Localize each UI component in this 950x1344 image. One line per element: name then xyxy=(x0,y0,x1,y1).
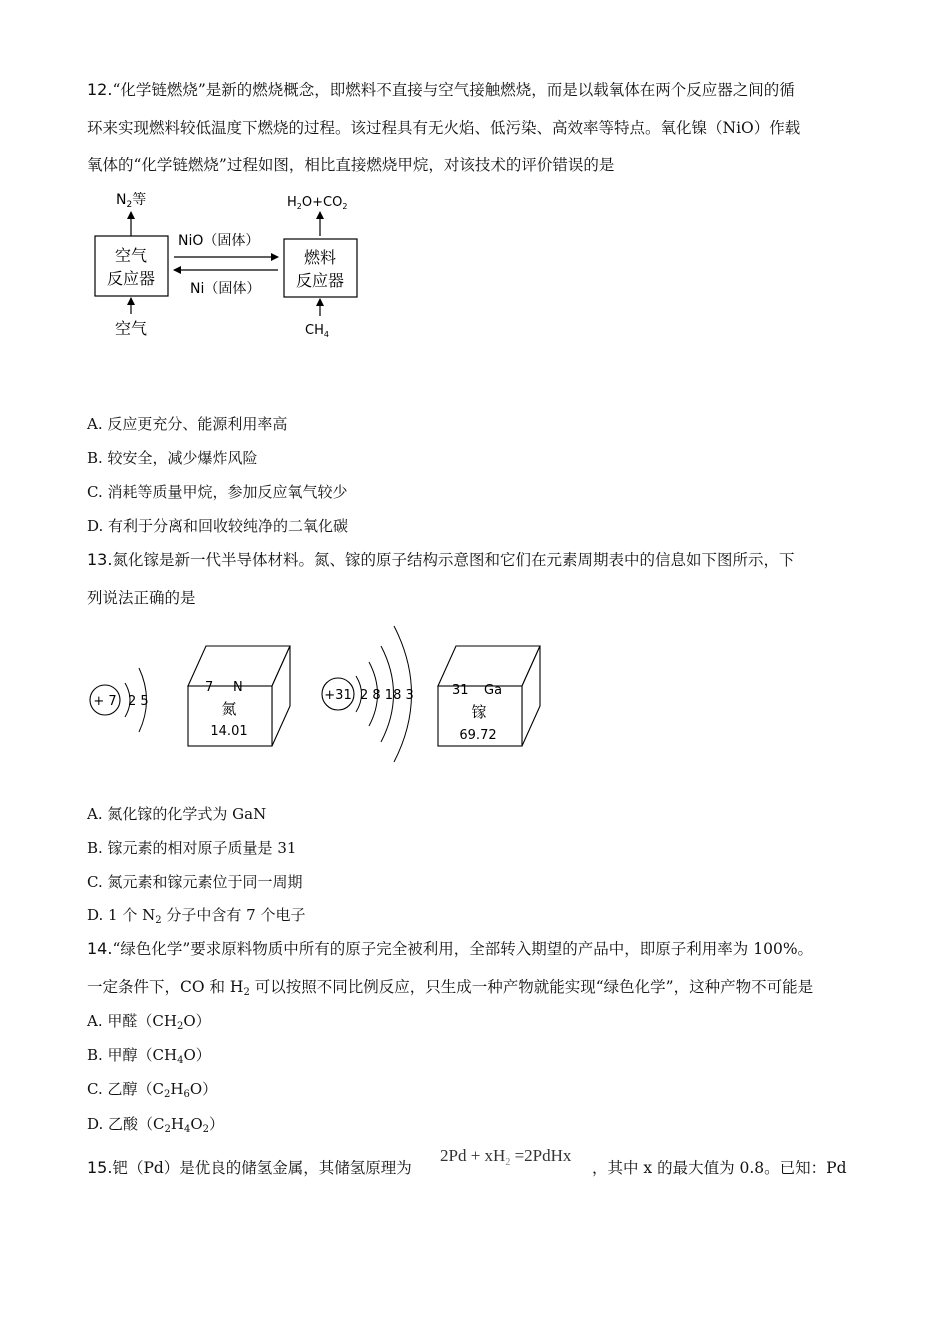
q14-number: 14. xyxy=(87,939,113,958)
gallium-element-cell xyxy=(438,646,540,746)
nitrogen-element-cell xyxy=(188,646,290,746)
q14-line-1: 14.“绿色化学”要求原料物质中所有的原子完全被利用，全部转入期望的产品中，即原子利用率为 100%。 xyxy=(87,939,814,958)
n2-label: $N_2$等 xyxy=(116,192,147,210)
q13-option-c[interactable]: C. 氮元素和镓元素位于同一周期 xyxy=(87,873,303,891)
q12-line-1: 12.“化学链燃烧”是新的燃烧概念，即燃料不直接与空气接触燃烧，而是以载氧体在两个反应器之间的循 xyxy=(87,80,795,99)
fuel-reactor-label-2: 反应器 xyxy=(295,271,345,290)
q13-option-a[interactable]: A. 氮化镓的化学式为 GaN xyxy=(87,805,267,823)
gallium-nucleus-charge: +31 xyxy=(324,688,352,703)
q15-line-1-tail: ，其中 x 的最大值为 0.8。已知：Pd xyxy=(592,1159,847,1177)
q13-number: 13. xyxy=(87,550,113,569)
q12-line-2: 环来实现燃料较低温度下燃烧的过程。该过程具有无火焰、低污染、高效率等特点。氧化镍（NiO）作载 xyxy=(87,119,801,137)
gallium-atomic-number: 31 xyxy=(452,683,469,698)
nitrogen-atomic-number: 7 xyxy=(205,680,214,695)
q12-option-b[interactable]: B. 较安全，减少爆炸风险 xyxy=(87,449,258,467)
q15-line-1: 15.钯（Pd）是优良的储氢金属，其储氢原理为 xyxy=(87,1158,412,1177)
ni-solid-label: Ni（固体） xyxy=(190,281,261,297)
air-reactor-label-1: 空气 xyxy=(114,246,148,265)
q12-option-d[interactable]: D. 有利于分离和回收较纯净的二氧化碳 xyxy=(87,517,349,535)
q13-line-2: 列说法正确的是 xyxy=(87,589,196,607)
ch4-label: $CH_4$ xyxy=(305,323,329,339)
air-reactor-label-2: 反应器 xyxy=(106,269,156,288)
q15-number: 15. xyxy=(87,1158,113,1177)
gallium-atom-diagram xyxy=(322,626,414,762)
q12-option-a[interactable]: A. 反应更充分、能源利用率高 xyxy=(87,415,288,433)
q14-option-c[interactable]: C. 乙醇$(C_2H_6O)$ xyxy=(87,1080,218,1100)
fuel-reactor-label-1: 燃料 xyxy=(303,248,337,267)
q12-option-c[interactable]: C. 消耗等质量甲烷，参加反应氧气较少 xyxy=(87,483,348,501)
q13-option-b[interactable]: B. 镓元素的相对原子质量是 31 xyxy=(87,839,297,857)
q14-option-d[interactable]: D. 乙酸$(C_2H_4O_2)$ xyxy=(87,1115,225,1135)
q12-line-3: 氧体的“化学链燃烧”过程如图，相比直接燃烧甲烷，对该技术的评价错误的是 xyxy=(87,156,615,174)
h2o-co2-label: $H_2O+CO_2$ xyxy=(287,195,348,211)
gallium-symbol: Ga xyxy=(484,683,503,698)
q13-option-d[interactable]: D. 1 个 $N_2$ 分子中含有 7 个电子 xyxy=(87,906,306,926)
atom-structure-diagram xyxy=(84,618,554,768)
chemical-looping-diagram xyxy=(86,186,386,346)
nitrogen-nucleus-charge: + 7 xyxy=(93,694,117,709)
nitrogen-symbol: N xyxy=(233,680,243,695)
nitrogen-atom-diagram xyxy=(90,668,149,732)
nitrogen-shell-electrons: 2 5 xyxy=(128,694,149,709)
q14-option-b[interactable]: B. 甲醇$(CH_4O)$ xyxy=(87,1046,211,1066)
gallium-atomic-mass: 69.72 xyxy=(459,728,497,743)
air-in-label: 空气 xyxy=(114,319,148,338)
q14-option-a[interactable]: A. 甲醛$(CH_2O)$ xyxy=(87,1012,211,1032)
nitrogen-atomic-mass: 14.01 xyxy=(210,724,248,739)
pd-hydrogen-equation: $2Pd + xH_2$ =2PdHx xyxy=(440,1146,572,1168)
gallium-name: 镓 xyxy=(471,703,487,721)
q14-line-2: 一定条件下，CO 和 $H_2$ 可以按照不同比例反应，只生成一种产物就能实现“绿色化学”，这种产物不可能是 xyxy=(87,978,814,998)
nitrogen-name: 氮 xyxy=(221,700,237,718)
gallium-shell-electrons: 2 8 18 3 xyxy=(360,688,414,703)
q13-line-1: 13.氮化镓是新一代半导体材料。氮、镓的原子结构示意图和它们在元素周期表中的信息如下图所示，下 xyxy=(87,550,795,569)
q12-number: 12. xyxy=(87,80,113,99)
nio-solid-label: NiO（固体） xyxy=(178,233,260,249)
